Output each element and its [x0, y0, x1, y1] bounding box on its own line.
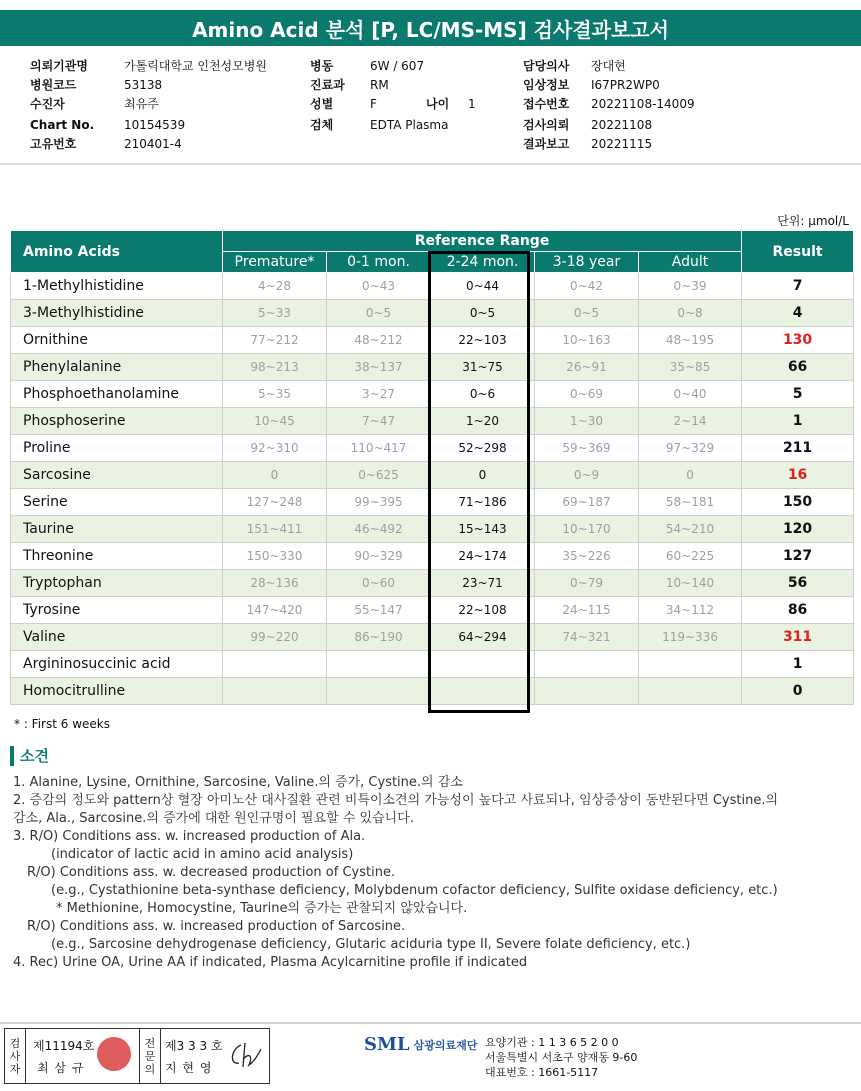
reference-range-cell: 10~170 — [535, 516, 639, 543]
table-row — [11, 462, 854, 489]
comment-line: R/O) Conditions ass. w. decreased production of Cystine. — [27, 865, 396, 880]
reference-range-cell: 1~30 — [535, 408, 639, 435]
result-value: 120 — [742, 516, 854, 543]
reference-range-cell: 99~220 — [223, 624, 327, 651]
reference-range-cell: 38~137 — [327, 354, 431, 381]
result-value: 127 — [742, 543, 854, 570]
reference-range-cell: 0~6 — [431, 381, 535, 408]
reference-range-cell: 24~174 — [431, 543, 535, 570]
info-k2: 병동 — [310, 59, 334, 73]
result-value: 211 — [742, 435, 854, 462]
org-line-3: 대표번호 : 1661-5117 — [485, 1066, 599, 1079]
info-row — [30, 115, 850, 134]
table-row — [11, 489, 854, 516]
amino-acid-name: Phenylalanine — [11, 354, 223, 381]
signature-box — [4, 1028, 270, 1084]
table-row — [11, 543, 854, 570]
info-v1: 가톨릭대학교 인천성모병원 — [124, 59, 267, 73]
info-k3: 검사의뢰 — [523, 118, 570, 132]
amino-acid-name: Threonine — [11, 543, 223, 570]
reference-range-cell: 22~108 — [431, 597, 535, 624]
tester-label — [5, 1029, 26, 1083]
vertical-label-char: 의 — [144, 1062, 156, 1076]
vertical-label-char: 자 — [9, 1062, 21, 1076]
reference-range-cell: 110~417 — [327, 435, 431, 462]
info-k3: 담당의사 — [523, 59, 570, 73]
info-v3: 20221108 — [591, 117, 653, 132]
reference-range-cell: 0~60 — [327, 570, 431, 597]
header-reference-range: Reference Range — [223, 231, 742, 252]
reference-range-cell: 48~195 — [639, 327, 742, 354]
amino-acid-name: Valine — [11, 624, 223, 651]
comment-line: * Methionine, Homocystine, Taurine의 증가는 관찰되지 않았습니다. — [56, 901, 468, 916]
info-v2: EDTA Plasma — [370, 117, 449, 132]
info-k1: 고유번호 — [30, 137, 77, 151]
reference-range-cell: 0~5 — [535, 300, 639, 327]
reference-range-cell: 1~20 — [431, 408, 535, 435]
table-row — [11, 273, 854, 300]
subheader-3: 3-18 year — [535, 252, 639, 273]
table-row — [11, 327, 854, 354]
amino-acid-name: Phosphoethanolamine — [11, 381, 223, 408]
reference-range-cell: 15~143 — [431, 516, 535, 543]
reference-range-cell: 151~411 — [223, 516, 327, 543]
reference-range-cell: 35~85 — [639, 354, 742, 381]
amino-acid-name: Tyrosine — [11, 597, 223, 624]
reference-range-cell: 26~91 — [535, 354, 639, 381]
reference-range-cell: 119~336 — [639, 624, 742, 651]
reference-range-cell: 28~136 — [223, 570, 327, 597]
reference-range-cell: 35~226 — [535, 543, 639, 570]
table-row — [11, 300, 854, 327]
tester-number: 제11194호 — [33, 1039, 95, 1053]
reference-range-cell: 10~140 — [639, 570, 742, 597]
comment-line: 1. Alanine, Lysine, Ornithine, Sarcosine, Valine.의 증가, Cystine.의 감소 — [13, 775, 463, 790]
reference-range-cell: 0 — [431, 462, 535, 489]
info-k1: Chart No. — [30, 117, 95, 132]
specialist-label — [139, 1029, 161, 1083]
reference-range-cell: 64~294 — [431, 624, 535, 651]
org-logo — [364, 1034, 477, 1055]
result-value: 1 — [742, 651, 854, 678]
reference-range-cell — [639, 678, 742, 705]
amino-acid-name: Tryptophan — [11, 570, 223, 597]
info-k2: 검체 — [310, 118, 334, 132]
table-row — [11, 516, 854, 543]
reference-range-cell: 7~47 — [327, 408, 431, 435]
reference-range-cell: 23~71 — [431, 570, 535, 597]
reference-range-cell: 0 — [223, 462, 327, 489]
amino-acid-name: 3-Methylhistidine — [11, 300, 223, 327]
reference-range-cell: 10~45 — [223, 408, 327, 435]
vertical-label-char: 문 — [144, 1049, 156, 1063]
reference-range-cell: 77~212 — [223, 327, 327, 354]
reference-range-cell: 31~75 — [431, 354, 535, 381]
info-k3: 접수번호 — [523, 97, 570, 111]
result-value: 86 — [742, 597, 854, 624]
reference-range-cell: 71~186 — [431, 489, 535, 516]
footer-divider — [0, 1022, 861, 1024]
reference-range-cell: 127~248 — [223, 489, 327, 516]
reference-range-cell — [327, 651, 431, 678]
seal-stamp-icon — [97, 1037, 131, 1071]
info-v3: 20221115 — [591, 136, 653, 151]
reference-range-cell: 0~625 — [327, 462, 431, 489]
comment-line: 감소, Ala., Sarcosine.의 증가에 대한 원인규명이 필요할 수 있습니다. — [13, 811, 414, 826]
amino-acid-name: Taurine — [11, 516, 223, 543]
reference-range-cell: 0~79 — [535, 570, 639, 597]
table-row — [11, 408, 854, 435]
age-value: 1 — [468, 96, 476, 111]
section-marker — [10, 746, 14, 766]
info-v3: 20221108-14009 — [591, 96, 695, 111]
amino-acid-name: Serine — [11, 489, 223, 516]
reference-range-cell: 54~210 — [639, 516, 742, 543]
unit-label: 단위: μmol/L — [777, 214, 849, 228]
section-title — [10, 745, 49, 766]
reference-range-cell: 90~329 — [327, 543, 431, 570]
result-value: 130 — [742, 327, 854, 354]
age-label: 나이 — [426, 97, 450, 111]
reference-range-cell: 0~42 — [535, 273, 639, 300]
result-value: 16 — [742, 462, 854, 489]
table-row — [11, 597, 854, 624]
reference-range-cell — [223, 678, 327, 705]
info-v2: F — [370, 96, 377, 111]
info-row — [30, 56, 850, 75]
reference-range-cell: 0~43 — [327, 273, 431, 300]
specialist-number: 제3 3 3 호 — [165, 1039, 223, 1053]
section-title-text: 소견 — [20, 747, 49, 765]
footnote: * : First 6 weeks — [14, 717, 110, 731]
reference-range-cell: 52~298 — [431, 435, 535, 462]
reference-range-cell: 0~5 — [431, 300, 535, 327]
result-value: 66 — [742, 354, 854, 381]
info-k1: 병원코드 — [30, 78, 77, 92]
reference-range-cell: 24~115 — [535, 597, 639, 624]
info-v2: 6W / 607 — [370, 58, 425, 73]
header-divider — [0, 163, 861, 165]
reference-range-cell — [431, 678, 535, 705]
reference-range-cell — [431, 651, 535, 678]
info-v3: 장대현 — [591, 59, 626, 73]
result-value: 7 — [742, 273, 854, 300]
reference-range-cell: 10~163 — [535, 327, 639, 354]
reference-range-cell — [535, 651, 639, 678]
comments — [13, 774, 853, 972]
result-value: 56 — [742, 570, 854, 597]
reference-range-cell: 92~310 — [223, 435, 327, 462]
reference-range-cell: 5~35 — [223, 381, 327, 408]
org-name: 삼광의료재단 — [413, 1038, 478, 1052]
reference-range-cell: 99~395 — [327, 489, 431, 516]
vertical-label-char: 사 — [9, 1049, 21, 1063]
reference-range-cell — [223, 651, 327, 678]
info-k2: 성별 — [310, 97, 334, 111]
comment-line: 4. Rec) Urine OA, Urine AA if indicated, Plasma Acylcarnitine profile if indicated — [13, 955, 528, 970]
reference-range-cell — [535, 678, 639, 705]
vertical-label-char: 검 — [9, 1036, 21, 1050]
info-v1: 210401-4 — [124, 136, 182, 151]
amino-acid-name: Homocitrulline — [11, 678, 223, 705]
reference-range-cell: 2~14 — [639, 408, 742, 435]
vertical-label-char: 전 — [144, 1036, 156, 1050]
logo-mark: SML — [364, 1034, 410, 1055]
reference-range-cell — [327, 678, 431, 705]
comment-line: R/O) Conditions ass. w. increased production of Sarcosine. — [27, 919, 406, 934]
org-info — [485, 1035, 637, 1080]
reference-range-cell: 22~103 — [431, 327, 535, 354]
result-value: 1 — [742, 408, 854, 435]
reference-range-cell: 5~33 — [223, 300, 327, 327]
reference-range-cell: 150~330 — [223, 543, 327, 570]
info-v2: RM — [370, 77, 389, 92]
reference-range-cell: 0~39 — [639, 273, 742, 300]
table-row — [11, 570, 854, 597]
reference-range-cell: 0~44 — [431, 273, 535, 300]
info-k1: 수진자 — [30, 97, 65, 111]
comment-line: 2. 증감의 정도와 pattern상 혈장 아미노산 대사질환 관련 비특이소견의 가능성이 높다고 사료되나, 임상증상이 동반된다면 Cystine.의 — [13, 793, 779, 808]
reference-range-cell: 0~40 — [639, 381, 742, 408]
info-v1: 53138 — [124, 77, 163, 92]
tester-name: 최 삼 규 — [37, 1061, 85, 1075]
table-row — [11, 678, 854, 705]
patient-info — [30, 56, 850, 153]
info-v1: 10154539 — [124, 117, 186, 132]
amino-acid-name: Proline — [11, 435, 223, 462]
info-k3: 임상정보 — [523, 78, 570, 92]
handwritten-signature-icon — [227, 1039, 263, 1071]
table-row — [11, 354, 854, 381]
reference-range-cell: 0~8 — [639, 300, 742, 327]
reference-range-cell: 60~225 — [639, 543, 742, 570]
info-row — [30, 94, 850, 113]
reference-range-cell: 74~321 — [535, 624, 639, 651]
result-value: 5 — [742, 381, 854, 408]
reference-range-cell: 4~28 — [223, 273, 327, 300]
reference-range-cell: 86~190 — [327, 624, 431, 651]
amino-acid-name: Ornithine — [11, 327, 223, 354]
result-value: 311 — [742, 624, 854, 651]
amino-acid-name: 1-Methylhistidine — [11, 273, 223, 300]
info-row — [30, 75, 850, 94]
reference-range-cell: 34~112 — [639, 597, 742, 624]
subheader-0: Premature* — [223, 252, 327, 273]
subheader-4: Adult — [639, 252, 742, 273]
subheader-1: 0-1 mon. — [327, 252, 431, 273]
comment-line: (indicator of lactic acid in amino acid analysis) — [51, 847, 354, 862]
reference-range-cell: 69~187 — [535, 489, 639, 516]
info-row — [30, 134, 850, 153]
reference-range-cell: 0 — [639, 462, 742, 489]
header-result: Result — [742, 231, 854, 273]
info-v3: I67PR2WP0 — [591, 77, 660, 92]
amino-acid-name: Sarcosine — [11, 462, 223, 489]
org-line-2: 서울특별시 서초구 양재동 9-60 — [485, 1051, 638, 1064]
table-row — [11, 624, 854, 651]
reference-range-cell: 46~492 — [327, 516, 431, 543]
info-k2: 진료과 — [310, 78, 345, 92]
info-v1: 최유주 — [124, 97, 159, 111]
report-title: Amino Acid 분석 [P, LC/MS-MS] 검사결과보고서 — [0, 10, 861, 46]
reference-range-cell: 97~329 — [639, 435, 742, 462]
result-value: 4 — [742, 300, 854, 327]
table-row — [11, 651, 854, 678]
reference-range-cell: 0~5 — [327, 300, 431, 327]
comment-line: (e.g., Sarcosine dehydrogenase deficiency, Glutaric aciduria type II, Severe folate deficiency, etc.) — [51, 937, 691, 952]
result-value: 0 — [742, 678, 854, 705]
reference-range-cell: 147~420 — [223, 597, 327, 624]
reference-range-cell: 0~69 — [535, 381, 639, 408]
reference-range-cell: 58~181 — [639, 489, 742, 516]
comment-line: 3. R/O) Conditions ass. w. increased production of Ala. — [13, 829, 366, 844]
comment-line: (e.g., Cystathionine beta-synthase deficiency, Molybdenum cofactor deficiency, Sulfite oxidase deficiency, etc.) — [51, 883, 778, 898]
table-row — [11, 381, 854, 408]
reference-range-cell — [639, 651, 742, 678]
reference-range-cell: 0~9 — [535, 462, 639, 489]
amino-acid-table — [10, 230, 854, 705]
amino-acid-name: Phosphoserine — [11, 408, 223, 435]
table-row — [11, 435, 854, 462]
org-line-1: 요양기관 : 1 1 3 6 5 2 0 0 — [485, 1036, 619, 1049]
specialist-name: 지 현 영 — [165, 1061, 213, 1075]
reference-range-cell: 48~212 — [327, 327, 431, 354]
reference-range-cell: 59~369 — [535, 435, 639, 462]
amino-acid-name: Argininosuccinic acid — [11, 651, 223, 678]
info-k3: 결과보고 — [523, 137, 570, 151]
info-k1: 의뢰기관명 — [30, 59, 88, 73]
reference-range-cell: 55~147 — [327, 597, 431, 624]
subheader-2: 2-24 mon. — [431, 252, 535, 273]
reference-range-cell: 98~213 — [223, 354, 327, 381]
reference-range-cell: 3~27 — [327, 381, 431, 408]
header-amino-acids: Amino Acids — [11, 231, 223, 273]
result-value: 150 — [742, 489, 854, 516]
